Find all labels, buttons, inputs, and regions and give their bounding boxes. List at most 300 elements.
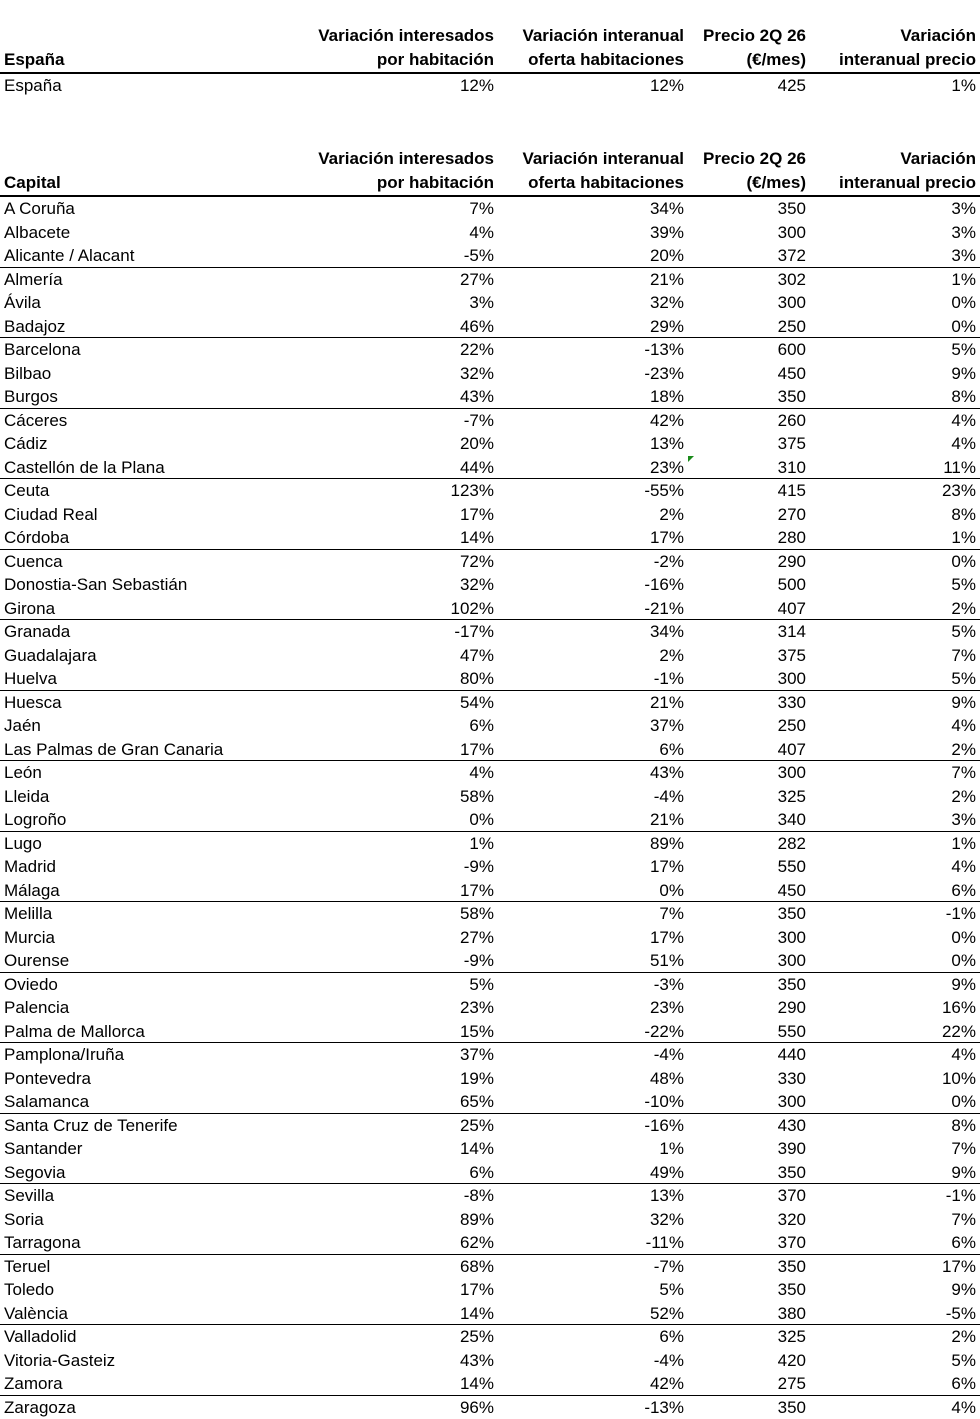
row-price-change: 10% (942, 1067, 976, 1091)
table-row[interactable] (0, 808, 980, 832)
table-row[interactable] (0, 785, 980, 809)
row-interest-change: 1% (469, 832, 494, 856)
row-interest-change: 14% (460, 1302, 494, 1326)
table-row[interactable] (0, 291, 980, 315)
table-row[interactable] (0, 714, 980, 738)
row-price-change: 9% (951, 362, 976, 386)
capital-header-name: Capital (4, 147, 61, 195)
table-row[interactable] (0, 362, 980, 386)
row-supply-change: 34% (650, 620, 684, 644)
row-supply-change: 12% (650, 74, 684, 98)
row-price: 407 (778, 738, 806, 762)
row-price: 350 (778, 902, 806, 926)
row-supply-change: -13% (644, 1396, 684, 1419)
row-name: Ourense (4, 949, 69, 973)
row-supply-change: 20% (650, 244, 684, 268)
row-supply-change: 6% (659, 1325, 684, 1349)
spain-header-col4: Variación interanual precio (839, 24, 976, 72)
table-row[interactable] (0, 197, 980, 221)
row-supply-change: 37% (650, 714, 684, 738)
row-name: Melilla (4, 902, 52, 926)
row-supply-change: -4% (654, 1349, 684, 1373)
row-name: Córdoba (4, 526, 69, 550)
row-supply-change: -2% (654, 550, 684, 574)
row-interest-change: 80% (460, 667, 494, 691)
row-interest-change: 17% (460, 503, 494, 527)
row-price: 260 (778, 409, 806, 433)
row-price-change: -1% (946, 1184, 976, 1208)
table-row[interactable] (0, 268, 980, 292)
row-price-change: 0% (951, 926, 976, 950)
row-interest-change: 27% (460, 926, 494, 950)
row-name: Cáceres (4, 409, 67, 433)
row-name: València (4, 1302, 68, 1326)
row-price-change: 4% (951, 714, 976, 738)
row-name: Ciudad Real (4, 503, 98, 527)
row-price: 280 (778, 526, 806, 550)
row-price: 370 (778, 1231, 806, 1255)
row-name: Oviedo (4, 973, 58, 997)
row-price: 290 (778, 550, 806, 574)
row-supply-change: 39% (650, 221, 684, 245)
row-name: León (4, 761, 42, 785)
row-supply-change: 51% (650, 949, 684, 973)
row-price-change: -1% (946, 902, 976, 926)
row-name: Guadalajara (4, 644, 97, 668)
row-name: Huelva (4, 667, 57, 691)
table-row[interactable] (0, 409, 980, 433)
row-supply-change: 2% (659, 503, 684, 527)
row-price: 390 (778, 1137, 806, 1161)
row-name: Málaga (4, 879, 60, 903)
row-price-change: 2% (951, 597, 976, 621)
row-price-change: 3% (951, 808, 976, 832)
row-price-change: 5% (951, 620, 976, 644)
row-name: Salamanca (4, 1090, 89, 1114)
row-price-change: 4% (951, 432, 976, 456)
table-row[interactable] (0, 1137, 980, 1161)
row-interest-change: 4% (469, 221, 494, 245)
capital-header-col1: Variación interesados por habitación (318, 147, 494, 195)
capital-table-header (0, 147, 980, 197)
row-name: Girona (4, 597, 55, 621)
row-interest-change: 89% (460, 1208, 494, 1232)
row-price-change: 9% (951, 1161, 976, 1185)
row-interest-change: -9% (464, 855, 494, 879)
row-price-change: 8% (951, 385, 976, 409)
row-name: Ceuta (4, 479, 49, 503)
row-interest-change: 32% (460, 362, 494, 386)
table-row[interactable] (0, 1208, 980, 1232)
row-price-change: 0% (951, 949, 976, 973)
row-name: Pamplona/Iruña (4, 1043, 124, 1067)
row-interest-change: -8% (464, 1184, 494, 1208)
row-price-change: 8% (951, 1114, 976, 1138)
row-price-change: 3% (951, 221, 976, 245)
row-supply-change: -16% (644, 1114, 684, 1138)
row-price-change: 7% (951, 1137, 976, 1161)
table-row[interactable] (0, 1020, 980, 1044)
row-supply-change: 48% (650, 1067, 684, 1091)
row-price: 350 (778, 1278, 806, 1302)
row-price: 282 (778, 832, 806, 856)
row-price-change: 5% (951, 1349, 976, 1373)
row-supply-change: 29% (650, 315, 684, 339)
spain-header-col3: Precio 2Q 26 (€/mes) (703, 24, 806, 72)
row-interest-change: 43% (460, 1349, 494, 1373)
row-price: 314 (778, 620, 806, 644)
row-price: 450 (778, 362, 806, 386)
table-row[interactable] (0, 1278, 980, 1302)
row-name: Palencia (4, 996, 69, 1020)
row-interest-change: 6% (469, 1161, 494, 1185)
row-interest-change: -9% (464, 949, 494, 973)
table-row[interactable] (0, 432, 980, 456)
spain-header-name: España (4, 24, 64, 72)
table-row[interactable] (0, 526, 980, 550)
row-name: Santander (4, 1137, 82, 1161)
row-interest-change: 3% (469, 291, 494, 315)
row-price: 300 (778, 221, 806, 245)
row-name: Huesca (4, 691, 62, 715)
row-supply-change: 52% (650, 1302, 684, 1326)
table-row[interactable] (0, 315, 980, 339)
row-name: Almería (4, 268, 63, 292)
row-price: 375 (778, 644, 806, 668)
row-supply-change: 5% (659, 1278, 684, 1302)
row-interest-change: 14% (460, 526, 494, 550)
row-interest-change: 19% (460, 1067, 494, 1091)
row-interest-change: 58% (460, 785, 494, 809)
row-name: Tarragona (4, 1231, 81, 1255)
table-row[interactable] (0, 879, 980, 903)
row-interest-change: 5% (469, 973, 494, 997)
row-name: Albacete (4, 221, 70, 245)
row-interest-change: 22% (460, 338, 494, 362)
table-row[interactable] (0, 1161, 980, 1185)
row-price-change: 5% (951, 338, 976, 362)
row-price: 350 (778, 1255, 806, 1279)
table-row[interactable] (0, 761, 980, 785)
row-price-change: 3% (951, 244, 976, 268)
row-supply-change: 17% (650, 926, 684, 950)
row-interest-change: 27% (460, 268, 494, 292)
table-row[interactable] (0, 550, 980, 574)
row-name: Zamora (4, 1372, 63, 1396)
row-supply-change: 1% (659, 1137, 684, 1161)
row-interest-change: 123% (451, 479, 494, 503)
row-name: Alicante / Alacant (4, 244, 134, 268)
table-row[interactable] (0, 738, 980, 762)
spain-table (0, 24, 980, 98)
row-interest-change: 17% (460, 879, 494, 903)
table-row[interactable] (0, 1067, 980, 1091)
row-interest-change: 7% (469, 197, 494, 221)
row-price: 300 (778, 667, 806, 691)
row-interest-change: 46% (460, 315, 494, 339)
row-supply-change: 6% (659, 738, 684, 762)
row-price-change: 3% (951, 197, 976, 221)
row-price: 370 (778, 1184, 806, 1208)
row-name: Cádiz (4, 432, 47, 456)
row-price: 600 (778, 338, 806, 362)
row-supply-change: -16% (644, 573, 684, 597)
row-name: Ávila (4, 291, 41, 315)
table-row[interactable] (0, 1090, 980, 1114)
row-price-change: 4% (951, 409, 976, 433)
row-interest-change: 96% (460, 1396, 494, 1419)
row-name: Badajoz (4, 315, 65, 339)
row-price-change: 5% (951, 667, 976, 691)
table-row[interactable] (0, 221, 980, 245)
row-price: 350 (778, 973, 806, 997)
row-price-change: 1% (951, 268, 976, 292)
row-supply-change: 21% (650, 808, 684, 832)
row-price-change: 1% (951, 832, 976, 856)
row-price: 275 (778, 1372, 806, 1396)
row-price-change: 17% (942, 1255, 976, 1279)
row-price-change: 1% (951, 526, 976, 550)
row-interest-change: 6% (469, 714, 494, 738)
row-supply-change: -11% (646, 1231, 684, 1255)
row-supply-change: 89% (650, 832, 684, 856)
row-interest-change: 4% (469, 761, 494, 785)
table-row[interactable] (0, 1231, 980, 1255)
row-price-change: 7% (951, 761, 976, 785)
row-price: 350 (778, 385, 806, 409)
row-name: Burgos (4, 385, 58, 409)
table-row[interactable] (0, 1349, 980, 1373)
row-supply-change: 23% (650, 996, 684, 1020)
row-supply-change: 7% (659, 902, 684, 926)
row-price: 325 (778, 1325, 806, 1349)
row-name: Cuenca (4, 550, 63, 574)
row-name: Pontevedra (4, 1067, 91, 1091)
capital-header-col2: Variación interanual oferta habitaciones (522, 147, 684, 195)
table-row[interactable] (0, 1302, 980, 1326)
row-supply-change: -22% (644, 1020, 684, 1044)
row-price: 270 (778, 503, 806, 527)
row-name: Las Palmas de Gran Canaria (4, 738, 223, 762)
table-row[interactable] (0, 996, 980, 1020)
row-price: 430 (778, 1114, 806, 1138)
table-row[interactable] (0, 1372, 980, 1396)
row-price-change: 4% (951, 1396, 976, 1419)
row-price: 420 (778, 1349, 806, 1373)
table-row[interactable] (0, 1396, 980, 1419)
table-row[interactable] (0, 644, 980, 668)
row-name: Vitoria-Gasteiz (4, 1349, 115, 1373)
row-price-change: 4% (951, 855, 976, 879)
row-name: Soria (4, 1208, 44, 1232)
row-supply-change: -4% (654, 785, 684, 809)
row-supply-change: -55% (644, 479, 684, 503)
row-interest-change: 23% (460, 996, 494, 1020)
row-price: 310 (778, 456, 806, 480)
row-interest-change: -5% (464, 244, 494, 268)
table-row[interactable] (0, 244, 980, 268)
capital-table-body (0, 197, 980, 1419)
row-price-change: 6% (951, 1372, 976, 1396)
row-supply-change: 49% (650, 1161, 684, 1185)
row-name: Toledo (4, 1278, 54, 1302)
row-price-change: 2% (951, 785, 976, 809)
row-price: 440 (778, 1043, 806, 1067)
row-name: Palma de Mallorca (4, 1020, 145, 1044)
table-row[interactable] (0, 620, 980, 644)
row-name: Madrid (4, 855, 56, 879)
row-price-change: 0% (951, 291, 976, 315)
table-row[interactable] (0, 691, 980, 715)
row-interest-change: 68% (460, 1255, 494, 1279)
row-supply-change: 23% (650, 456, 684, 480)
row-supply-change: 13% (650, 1184, 684, 1208)
row-price: 300 (778, 761, 806, 785)
row-supply-change: -3% (654, 973, 684, 997)
table-row[interactable] (0, 973, 980, 997)
row-price: 300 (778, 1090, 806, 1114)
row-price: 550 (778, 1020, 806, 1044)
row-supply-change: 42% (650, 409, 684, 433)
table-row[interactable] (0, 338, 980, 362)
table-row[interactable] (0, 1325, 980, 1349)
table-row[interactable] (0, 1255, 980, 1279)
row-interest-change: -7% (464, 409, 494, 433)
table-row[interactable] (0, 832, 980, 856)
spain-table-header (0, 24, 980, 74)
row-interest-change: 47% (460, 644, 494, 668)
row-price: 325 (778, 785, 806, 809)
table-row[interactable] (0, 597, 980, 621)
row-price-change: 9% (951, 1278, 976, 1302)
table-row[interactable] (0, 479, 980, 503)
row-interest-change: 15% (460, 1020, 494, 1044)
row-price-change: 5% (951, 573, 976, 597)
row-supply-change: 34% (650, 197, 684, 221)
row-name: Castellón de la Plana (4, 456, 165, 480)
row-name: Segovia (4, 1161, 65, 1185)
capital-table (0, 147, 980, 1419)
row-price-change: 0% (951, 315, 976, 339)
row-price: 250 (778, 315, 806, 339)
row-price: 350 (778, 1161, 806, 1185)
table-row[interactable] (0, 1043, 980, 1067)
row-name: Granada (4, 620, 70, 644)
row-interest-change: 12% (460, 74, 494, 98)
row-price-change: 1% (951, 74, 976, 98)
row-interest-change: 72% (460, 550, 494, 574)
row-supply-change: 13% (650, 432, 684, 456)
row-price: 290 (778, 996, 806, 1020)
row-price-change: -5% (946, 1302, 976, 1326)
row-price-change: 9% (951, 691, 976, 715)
row-price-change: 0% (951, 550, 976, 574)
row-price: 340 (778, 808, 806, 832)
row-interest-change: 37% (460, 1043, 494, 1067)
row-price: 375 (778, 432, 806, 456)
row-price: 250 (778, 714, 806, 738)
row-price-change: 11% (943, 456, 976, 480)
spain-header-col1: Variación interesados por habitación (318, 24, 494, 72)
row-supply-change: 42% (650, 1372, 684, 1396)
row-name: Logroño (4, 808, 66, 832)
row-price-change: 22% (942, 1020, 976, 1044)
row-interest-change: 43% (460, 385, 494, 409)
row-price-change: 8% (951, 503, 976, 527)
row-name: Murcia (4, 926, 55, 950)
table-row[interactable] (0, 74, 980, 98)
row-interest-change: 65% (460, 1090, 494, 1114)
row-interest-change: 32% (460, 573, 494, 597)
table-row[interactable] (0, 503, 980, 527)
row-interest-change: 14% (460, 1372, 494, 1396)
row-price-change: 6% (951, 1231, 976, 1255)
table-row[interactable] (0, 456, 980, 480)
table-row[interactable] (0, 1184, 980, 1208)
row-price: 372 (778, 244, 806, 268)
row-supply-change: 21% (650, 268, 684, 292)
row-name: España (4, 74, 62, 98)
table-row[interactable] (0, 1114, 980, 1138)
row-price: 450 (778, 879, 806, 903)
row-interest-change: 54% (460, 691, 494, 715)
row-name: Teruel (4, 1255, 50, 1279)
row-price: 302 (778, 268, 806, 292)
row-price-change: 2% (951, 738, 976, 762)
row-interest-change: 58% (460, 902, 494, 926)
row-price: 300 (778, 949, 806, 973)
row-supply-change: -23% (644, 362, 684, 386)
row-price: 407 (778, 597, 806, 621)
row-supply-change: 32% (650, 1208, 684, 1232)
table-row[interactable] (0, 573, 980, 597)
row-name: Valladolid (4, 1325, 76, 1349)
table-row[interactable] (0, 385, 980, 409)
row-price-change: 7% (951, 1208, 976, 1232)
row-interest-change: 25% (460, 1325, 494, 1349)
row-price: 380 (778, 1302, 806, 1326)
row-supply-change: 18% (650, 385, 684, 409)
row-supply-change: 17% (650, 526, 684, 550)
row-interest-change: 17% (460, 1278, 494, 1302)
row-name: Zaragoza (4, 1396, 76, 1419)
row-price-change: 7% (951, 644, 976, 668)
row-price: 415 (778, 479, 806, 503)
row-name: Barcelona (4, 338, 81, 362)
spain-header-col2: Variación interanual oferta habitaciones (522, 24, 684, 72)
row-price: 350 (778, 197, 806, 221)
row-price: 330 (778, 1067, 806, 1091)
row-supply-change: -7% (654, 1255, 684, 1279)
row-name: Donostia-San Sebastián (4, 573, 187, 597)
table-row[interactable] (0, 949, 980, 973)
table-row[interactable] (0, 667, 980, 691)
row-supply-change: -21% (644, 597, 684, 621)
row-interest-change: 20% (460, 432, 494, 456)
row-supply-change: 0% (659, 879, 684, 903)
row-price: 425 (778, 74, 806, 98)
row-supply-change: 21% (650, 691, 684, 715)
row-price: 300 (778, 291, 806, 315)
table-row[interactable] (0, 926, 980, 950)
row-interest-change: 62% (460, 1231, 494, 1255)
table-row[interactable] (0, 855, 980, 879)
table-row[interactable] (0, 902, 980, 926)
row-interest-change: 102% (451, 597, 494, 621)
row-supply-change: -13% (644, 338, 684, 362)
row-price: 330 (778, 691, 806, 715)
row-name: Santa Cruz de Tenerife (4, 1114, 178, 1138)
